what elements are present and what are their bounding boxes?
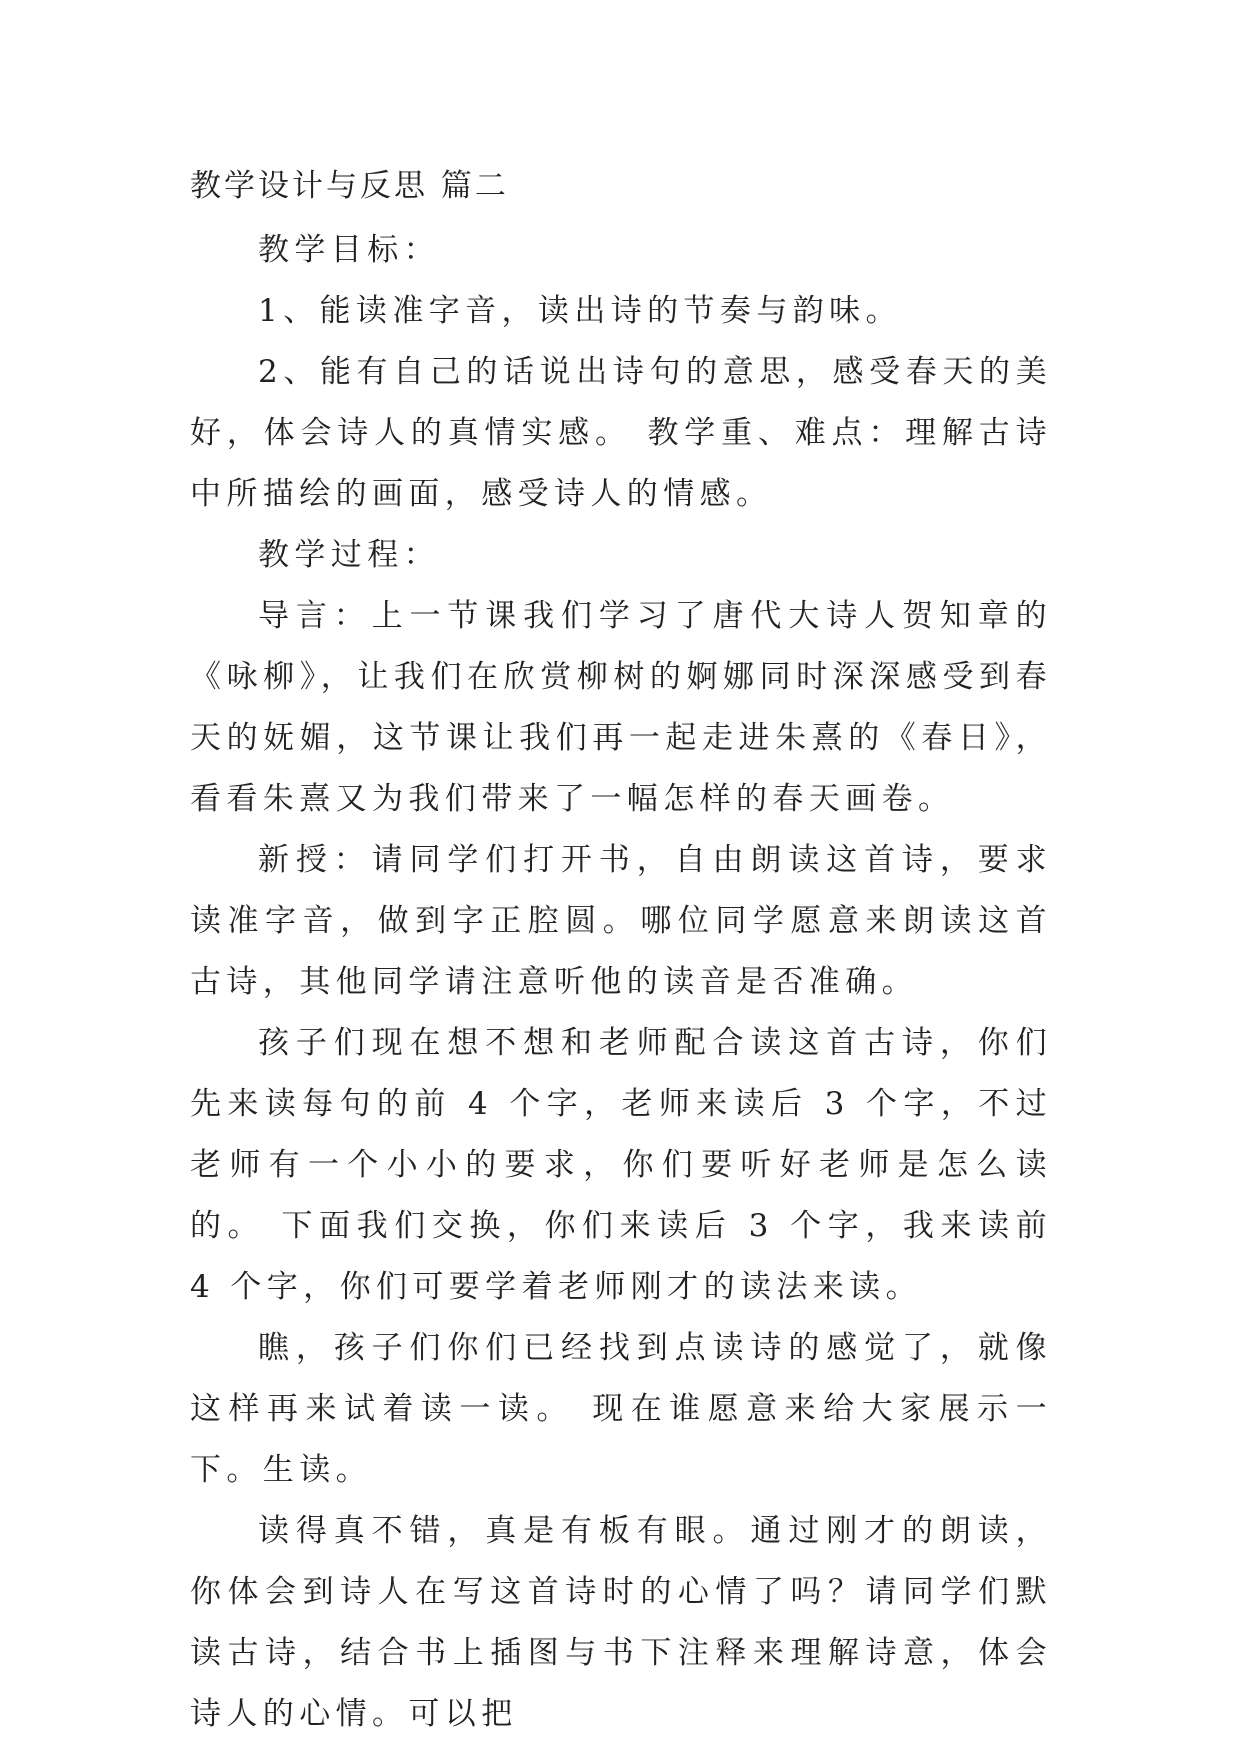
goal-item-2: 2、能有自己的话说出诗句的意思，感受春天的美好，体会诗人的真情实感。 教学重、难点：理解古诗中所描绘的画面，感受诗人的情感。 bbox=[190, 354, 1052, 512]
paragraph-try-reading: 瞧，孩子们你们已经找到点读诗的感觉了，就像这样再来试着读一读。 现在谁愿意来给大家展示一下。生读。 bbox=[190, 1330, 1052, 1488]
paragraph-reading-together: 孩子们现在想不想和老师配合读这首古诗，你们先来读每句的前 4 个字，老师来读后 3 个字，不过老师有一个小小的要求，你们要听好老师是怎么读的。 下面我们交换，你们来读后 3 个字，我来读前 4 个字，你们可要学着老师刚才的读法来读。 bbox=[190, 1025, 1052, 1305]
heading-teaching-process: 教学过程： bbox=[258, 537, 440, 573]
heading-teaching-goals: 教学目标： bbox=[258, 232, 440, 268]
document-title: 教学设计与反思 篇二 bbox=[190, 168, 509, 204]
goal-item-1: 1、能读准字音，读出诗的节奏与韵味。 bbox=[258, 293, 902, 329]
paragraph-new-lesson: 新授：请同学们打开书，自由朗读这首诗，要求读准字音，做到字正腔圆。哪位同学愿意来朗读这首古诗，其他同学请注意听他的读音是否准确。 bbox=[190, 842, 1052, 1000]
document-body bbox=[190, 158, 1052, 1745]
paragraph-understanding: 读得真不错，真是有板有眼。通过刚才的朗读，你体会到诗人在写这首诗时的心情了吗？请同学们默读古诗，结合书上插图与书下注释来理解诗意，体会诗人的心情。可以把 bbox=[190, 1513, 1052, 1732]
paragraph-introduction: 导言：上一节课我们学习了唐代大诗人贺知章的《咏柳》，让我们在欣赏柳树的婀娜同时深深感受到春天的妩媚，这节课让我们再一起走进朱熹的《春日》，看看朱熹又为我们带来了一幅怎样的春天画卷。 bbox=[190, 598, 1052, 817]
